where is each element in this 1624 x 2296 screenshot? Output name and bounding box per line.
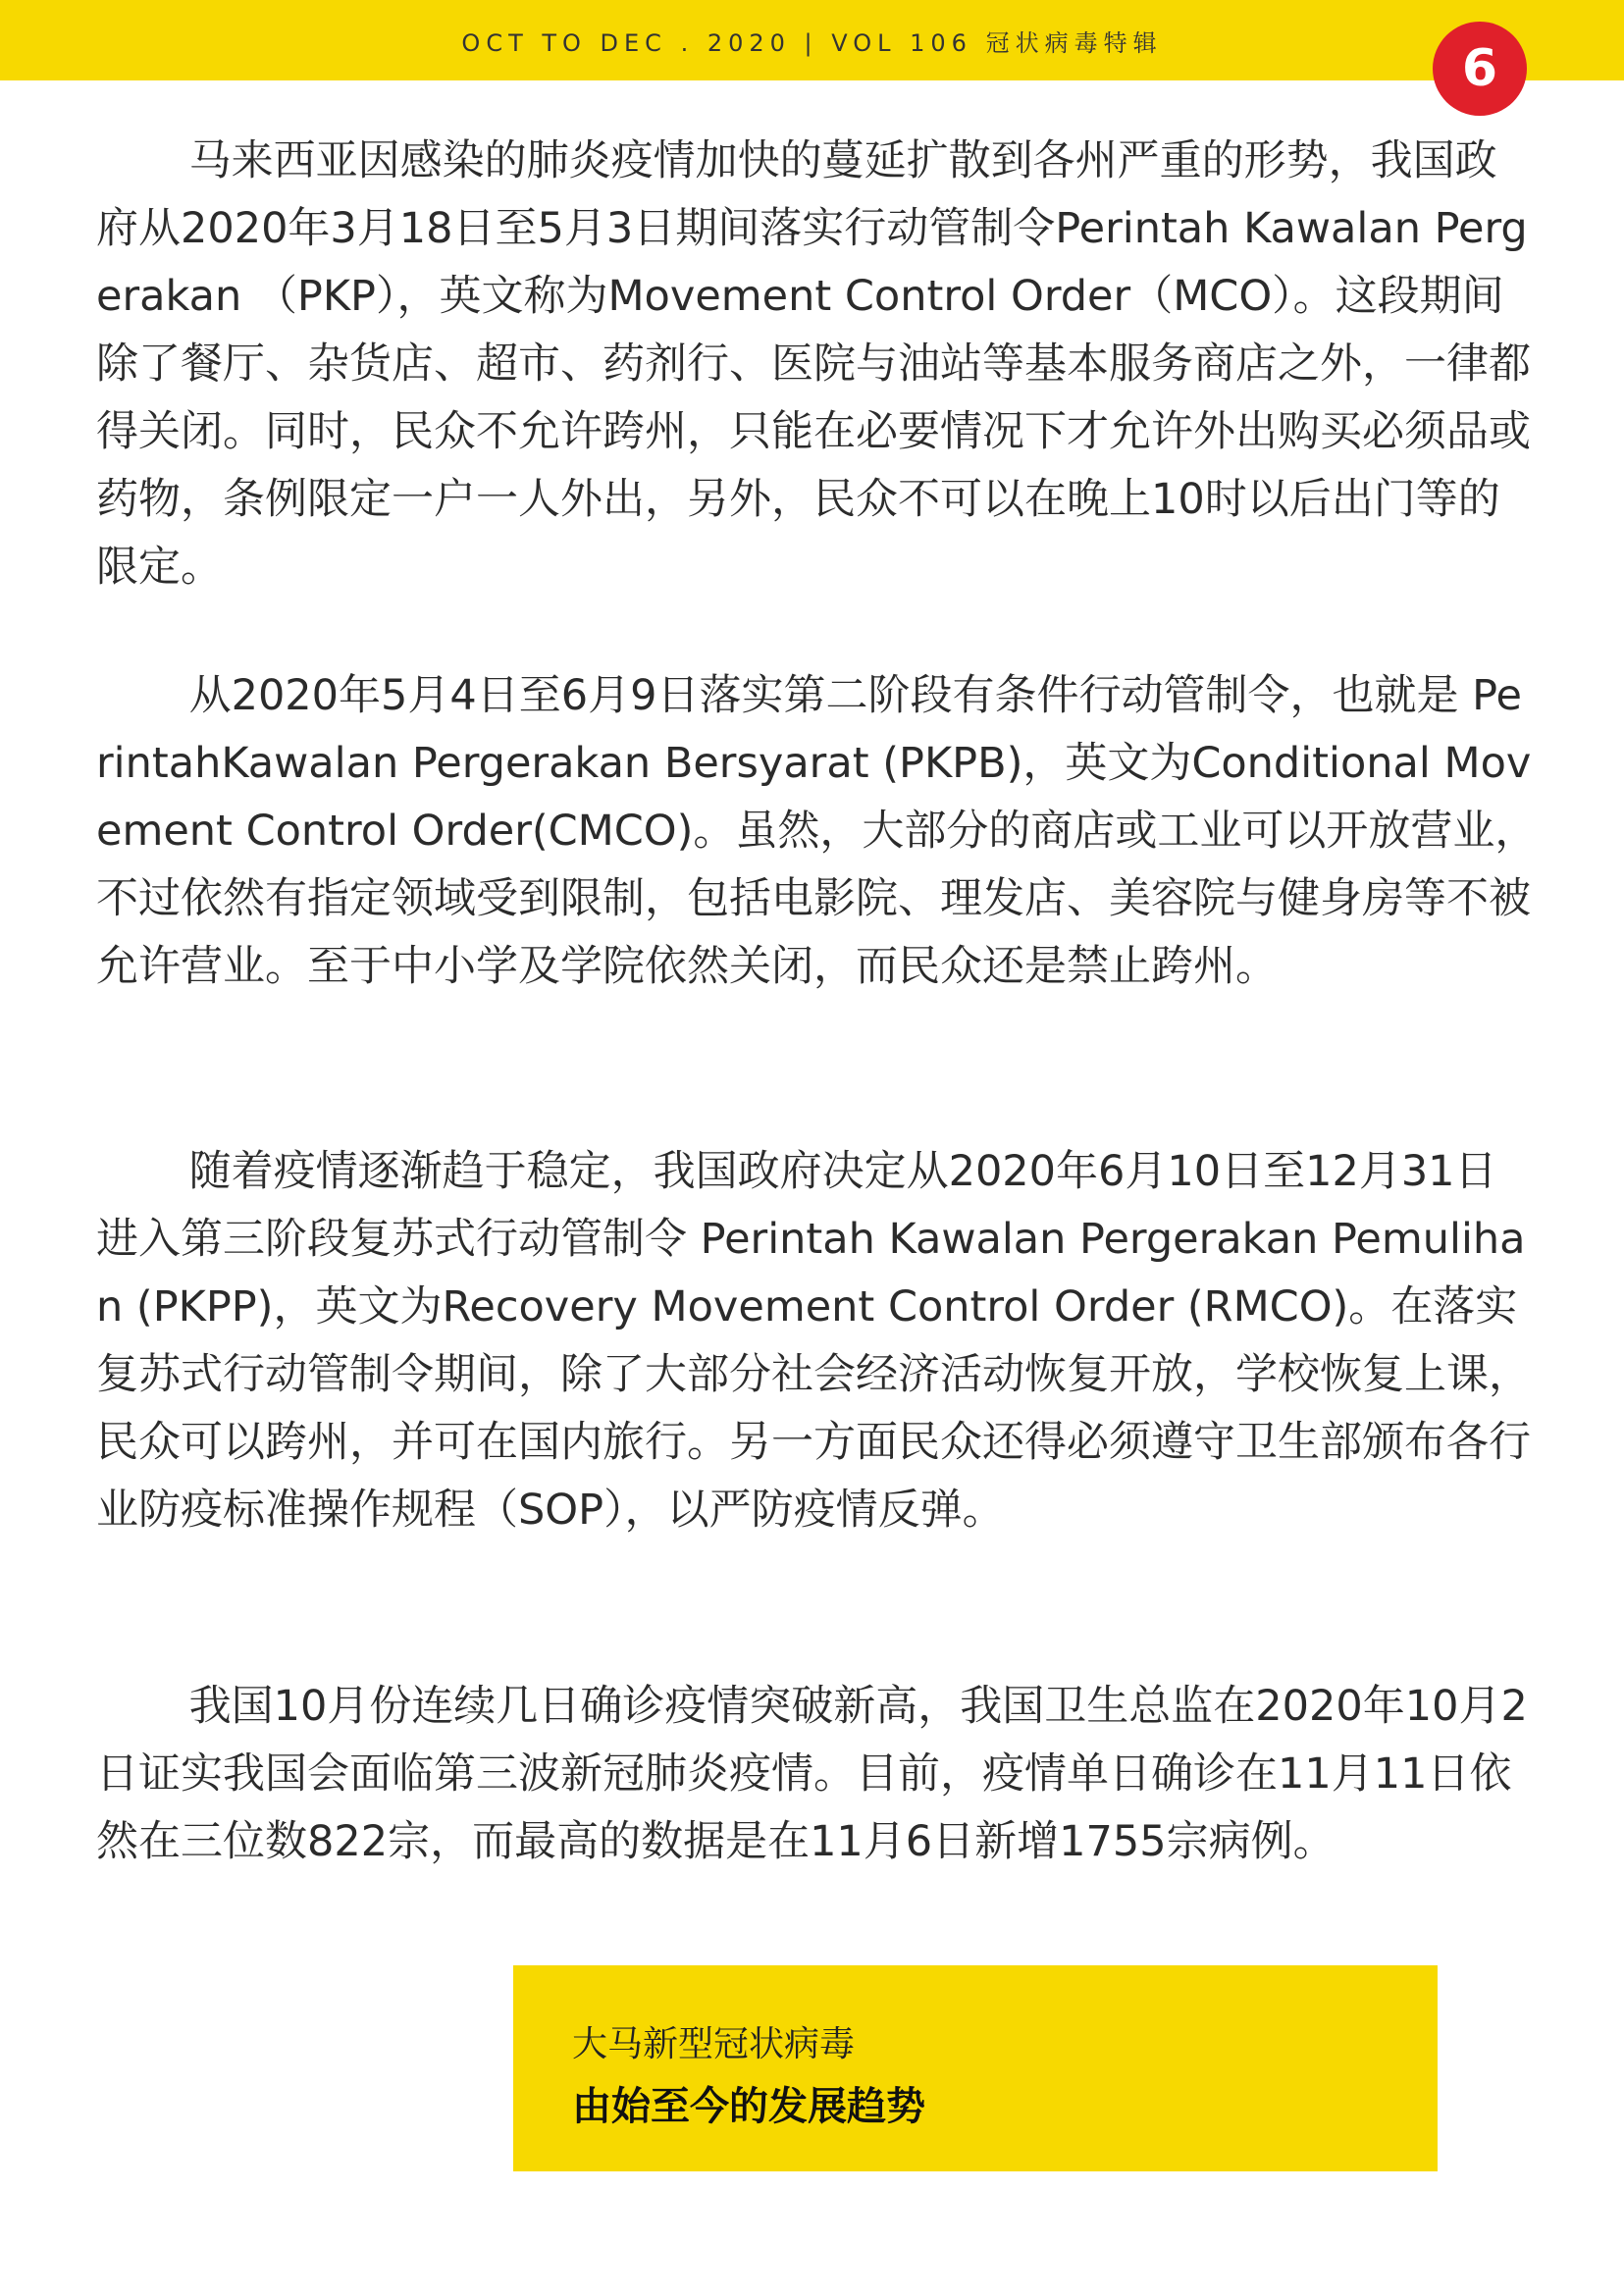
page-number-badge: 6: [1433, 22, 1527, 116]
article-paragraph: 从2020年5月4日至6月9日落实第二阶段有条件行动管制令，也就是 PerintahKawalan Pergerakan Bersyarat (PKPB)，英文为Conditional Movement Control Order(CMCO)。虽然，大部分的商店或工业可以开放营业，不过依然有指定领域受到限制，包括电影院、理发店、美容院与健身房等不被允许营业。至于中小学及学院依然关闭，而民众还是禁止跨州。: [96, 671, 1538, 991]
callout-subtitle: 大马新型冠状病毒: [572, 2024, 856, 2064]
header-bar: [0, 0, 1624, 80]
article-paragraph: 马来西亚因感染的肺炎疫情加快的蔓延扩散到各州严重的形势，我国政府从2020年3月18日至5月3日期间落实行动管制令Perintah Kawalan Pergerakan （PKP），英文称为Movement Control Order（MCO）。这段期间除了餐厅、杂货店、超市、药剂行、医院与油站等基本服务商店之外，一律都得关闭。同时，民众不允许跨州，只能在必要情况下才允许外出购买必须品或药物，条例限定一户一人外出，另外，民众不可以在晚上10时以后出门等的限定。: [96, 136, 1531, 592]
article-paragraph: 随着疫情逐渐趋于稳定，我国政府决定从2020年6月10日至12月31日进入第三阶段复苏式行动管制令 Perintah Kawalan Pergerakan Pemulihan (PKPP)，英文为Recovery Movement Control Order (RMCO)。在落实复苏式行动管制令期间，除了大部分社会经济活动恢复开放，学校恢复上课，民众可以跨州，并可在国内旅行。另一方面民众还得必须遵守卫生部颁布各行业防疫标准操作规程（SOP），以严防疫情反弹。: [96, 1147, 1531, 1535]
article-paragraph: 我国10月份连续几日确诊疫情突破新高，我国卫生总监在2020年10月2日证实我国会面临第三波新冠肺炎疫情。目前，疫情单日确诊在11月11日依然在三位数822宗，而最高的数据是在11月6日新增1755宗病例。: [96, 1682, 1528, 1866]
issue-line: OCT TO DEC . 2020 | VOL 106 冠状病毒特辑: [461, 29, 1163, 57]
callout-title: 由始至今的发展趋势: [572, 2084, 925, 2129]
callout-box: [513, 1965, 1438, 2171]
